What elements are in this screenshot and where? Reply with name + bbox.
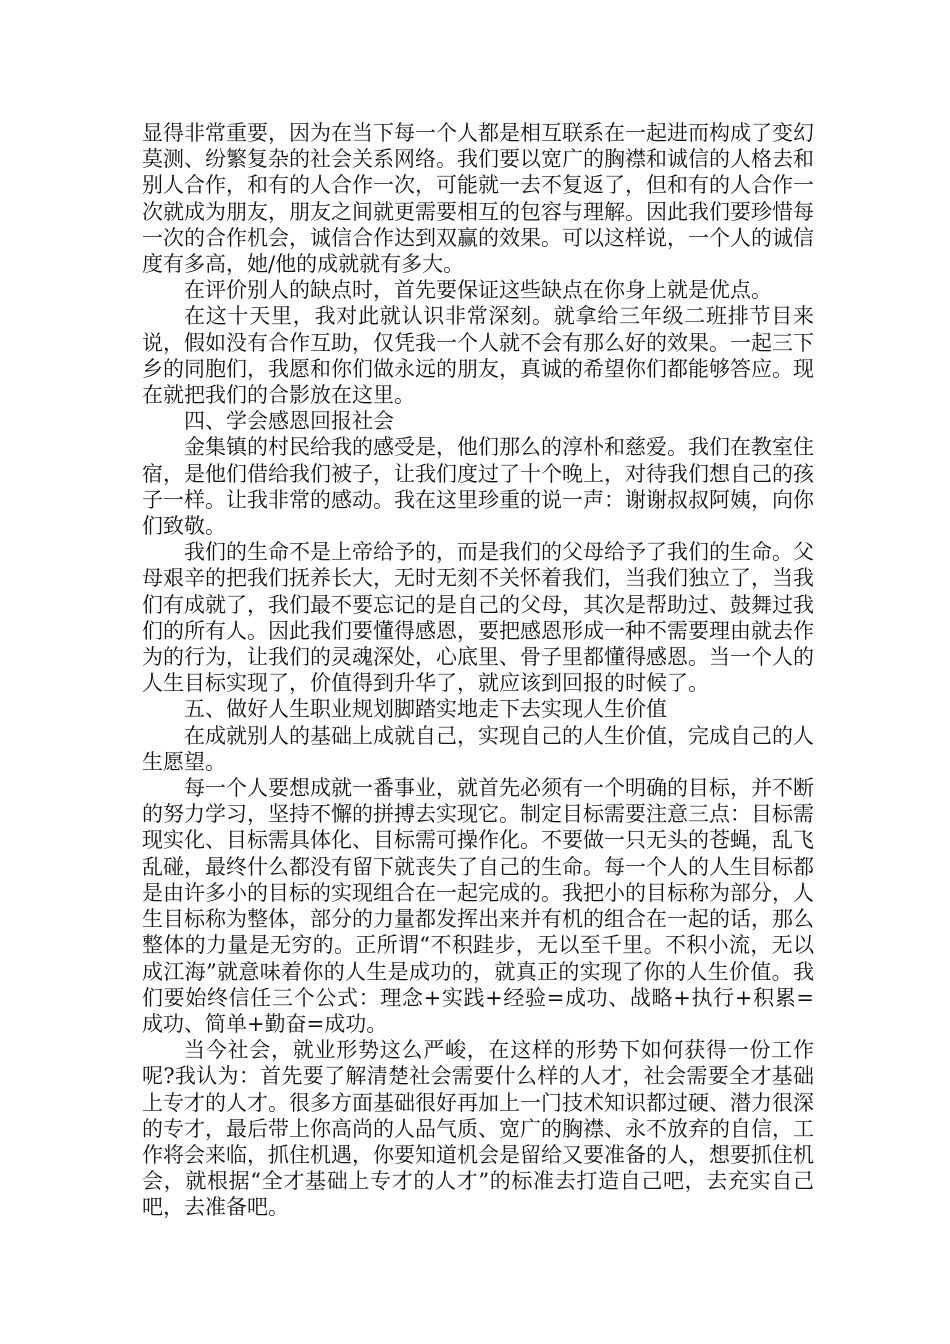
section-heading-career: 五、做好人生职业规划脚踏实地走下去实现人生价值 bbox=[184, 697, 667, 722]
paragraph-ten-days: 在这十天里，我对此就认识非常深刻。就拿给三年级二班排节目来说，假如没有合作互助，仅凭我一个人就不会有那么好的效果。一起三下乡的同胞们，我愿和你们做永远的朋友，真诚的希望你们都能够答应。现在就把我们的合影放在这里。 bbox=[142, 304, 814, 408]
paragraph-critique: 在评价别人的缺点时，首先要保证这些缺点在你身上就是优点。 bbox=[184, 278, 772, 303]
paragraph-goals: 每一个人要想成就一番事业，就首先必须有一个明确的目标，并不断的努力学习，坚持不懈的拼搏去实现它。制定目标需要注意三点：目标需现实化、目标需具体化、目标需可操作化。不要做一只无头的苍蝇，乱飞乱碰，最终什么都没有留下就丧失了自己的生命。每一个人的人生目标都是由许多小的目标的实现组合在一起完成的。我把小的目标称为部分，人生目标称为整体，部分的力量都发挥出来并有机的组合在一起的话，那么整体的力量是无穷的。正所谓“不积跬步，无以至千里。不积小流，无以成江海”就意味着你的人生是成功的，就真正的实现了你的人生价值。我们要始终信任三个公式：理念+实践+经验=成功、战略+执行+积累=成功、简单+勤奋=成功。 bbox=[142, 776, 814, 1036]
paragraph-employment: 当今社会，就业形势这么严峻，在这样的形势下如何获得一份工作呢?我认为：首先要了解清楚社会需要什么样的人才，社会需要全才基础上专才的人才。很多方面基础很好再加上一门技术知识都过硬、潜力很深的专才，最后带上你高尚的人品气质、宽广的胸襟、永不放弃的自信，工作将会来临，抓住机遇，你要知道机会是留给又要准备的人，想要抓住机会，就根据“全才基础上专才的人才”的标准去打造自己吧，去充实自己吧，去准备吧。 bbox=[142, 1038, 814, 1220]
paragraph-parents: 我们的生命不是上帝给予的，而是我们的父母给予了我们的生命。父母艰辛的把我们抚养长大，无时无刻不关怀着我们，当我们独立了，当我们有成就了，我们最不要忘记的是自己的父母，其次是帮助过、鼓舞过我们的所有人。因此我们要懂得感恩，要把感恩形成一种不需要理由就去作为的行为，让我们的灵魂深处，心底里、骨子里都懂得感恩。当一个人的人生目标实现了，价值得到升华了，就应该到回报的时候了。 bbox=[142, 540, 814, 696]
section-heading-gratitude: 四、学会感恩回报社会 bbox=[184, 409, 394, 434]
paragraph-continuation: 显得非常重要，因为在当下每一个人都是相互联系在一起进而构成了变幻莫测、纷繁复杂的社会关系网络。我们要以宽广的胸襟和诚信的人格去和别人合作，和有的人合作一次，可能就一去不复返了，但和有的人合作一次就成为朋友，朋友之间就更需要相互的包容与理解。因此我们要珍惜每一次的合作机会，诚信合作达到双赢的效果。可以这样说，一个人的诚信度有多高，她/他的成就就有多大。 bbox=[142, 121, 814, 277]
paragraph-achieve-self: 在成就别人的基础上成就自己，实现自己的人生价值，完成自己的人生愿望。 bbox=[142, 723, 814, 774]
document-body bbox=[142, 120, 814, 1221]
paragraph-villagers: 金集镇的村民给我的感受是，他们那么的淳朴和慈爱。我们在教室住宿，是他们借给我们被子，让我们度过了十个晚上，对待我们想自己的孩子一样。让我非常的感动。我在这里珍重的说一声：谢谢叔叔阿姨，向你们致敬。 bbox=[142, 435, 814, 539]
